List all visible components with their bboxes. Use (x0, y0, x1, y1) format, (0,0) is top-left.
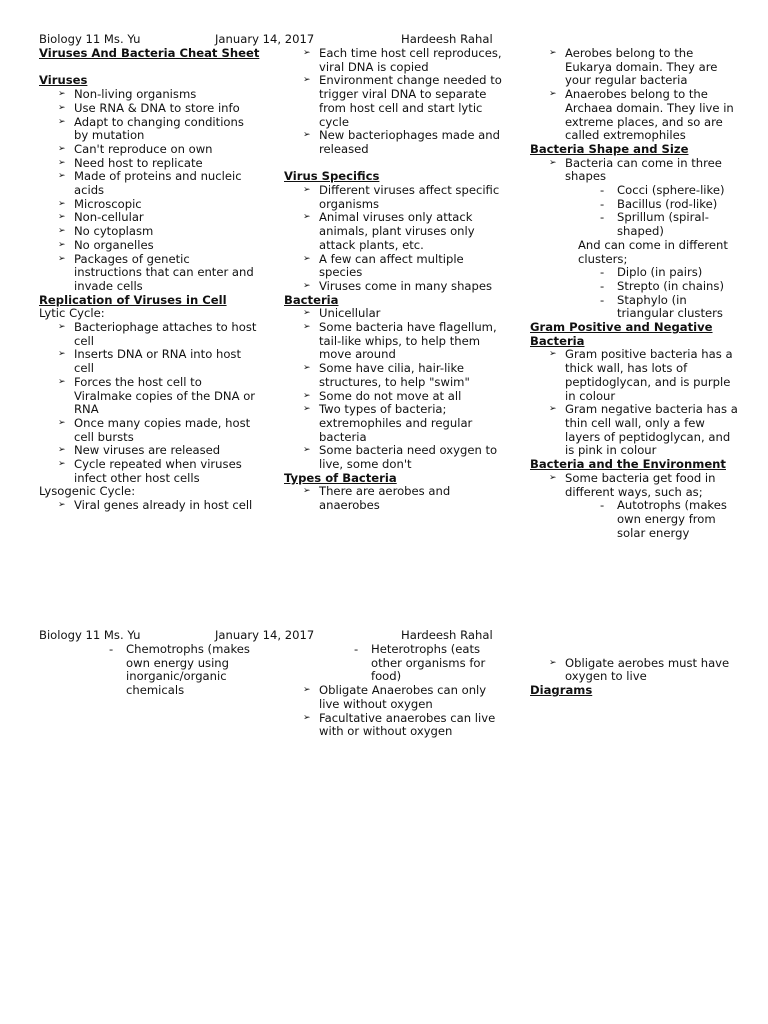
lytic-cycle-list (39, 321, 261, 485)
list-item: ➢ Gram positive bacteria has a thick wall, has lots of peptidoglycan, and is purple in colour (530, 348, 742, 403)
virus-specifics-list (284, 184, 504, 294)
list-item: ➢ Non-cellular (39, 211, 261, 225)
list-item: ➢ Some do not move at all (284, 390, 504, 404)
list-item: ➢ Bacteriophage attaches to host cell (39, 321, 261, 348)
virus-specifics-heading: Virus Specifics (284, 169, 380, 184)
lysogenic-cycle-list (39, 499, 261, 513)
gram-list (530, 348, 742, 458)
cluster-sublist (530, 266, 742, 321)
list-item: ➢ Cycle repeated when viruses infect other host cells (39, 458, 261, 485)
shape-list (530, 157, 742, 184)
list-item: ➢ Bacteria can come in three shapes (530, 157, 742, 184)
anaerobes-list (284, 684, 504, 739)
list-item: ➢ Some bacteria get food in different ways, such as; (530, 472, 742, 499)
list-item: ➢ Viral genes already in host cell (39, 499, 261, 513)
list-item: ➢ Microscopic (39, 198, 261, 212)
types-of-bacteria-list (284, 485, 504, 512)
shape-sublist (530, 184, 742, 239)
header-course: Biology 11 Ms. Yu (39, 32, 141, 46)
diagrams-heading: Diagrams (530, 683, 593, 698)
list-item: - Sprillum (spiral-shaped) (530, 211, 742, 238)
list-item: ➢ Anaerobes belong to the Archaea domain. They live in extreme places, and so are called extremophiles (530, 88, 742, 143)
column-3-p2 (530, 643, 742, 698)
list-item: ➢ There are aerobes and anaerobes (284, 485, 504, 512)
list-item: - Cocci (sphere-like) (530, 184, 742, 198)
bacteria-list (284, 307, 504, 471)
list-item: ➢ New viruses are released (39, 444, 261, 458)
chemotrophs-sublist (39, 643, 261, 698)
list-item: ➢ Each time host cell reproduces, viral DNA is copied (284, 47, 504, 74)
list-item: ➢ Forces the host cell to Viralmake copies of the DNA or RNA (39, 376, 261, 417)
list-item: ➢ Environment change needed to trigger viral DNA to separate from host cell and start lytic cycle (284, 74, 504, 129)
replication-heading: Replication of Viruses in Cell (39, 292, 227, 307)
list-item: ➢ No organelles (39, 239, 261, 253)
list-item: ➢ Need host to replicate (39, 157, 261, 171)
viruses-list (39, 88, 261, 294)
lytic-cycle-label: Lytic Cycle: (39, 306, 105, 321)
list-item: ➢ Different viruses affect specific organisms (284, 184, 504, 211)
list-item: - Autotrophs (makes own energy from solar energy (530, 499, 742, 540)
list-item: ➢ New bacteriophages made and released (284, 129, 504, 156)
list-item: ➢ Adapt to changing conditions by mutation (39, 116, 261, 143)
column-2 (284, 47, 504, 513)
list-item: - Chemotrophs (makes own energy using inorganic/organic chemicals (39, 643, 261, 698)
column-2-p2 (284, 643, 504, 739)
list-item: - Diplo (in pairs) (530, 266, 742, 280)
list-item: ➢ Can't reproduce on own (39, 143, 261, 157)
list-item: - Bacillus (rod-like) (530, 198, 742, 212)
list-item: ➢ Made of proteins and nucleic acids (39, 170, 261, 197)
list-item: ➢ Use RNA & DNA to store info (39, 102, 261, 116)
list-item: ➢ Facultative anaerobes can live with or without oxygen (284, 712, 504, 739)
list-item: - Heterotrophs (eats other organisms for food) (284, 643, 504, 684)
lysogenic-continued-list (284, 47, 504, 157)
clusters-text: And can come in different clusters; (578, 237, 728, 266)
list-item: ➢ Inserts DNA or RNA into host cell (39, 348, 261, 375)
list-item: ➢ Non-living organisms (39, 88, 261, 102)
environment-sublist (530, 499, 742, 540)
lysogenic-cycle-label: Lysogenic Cycle: (39, 484, 136, 499)
document-title: Viruses And Bacteria Cheat Sheet (39, 46, 260, 60)
list-item: ➢ A few can affect multiple species (284, 253, 504, 280)
environment-heading: Bacteria and the Environment (530, 457, 726, 472)
header-course-p2: Biology 11 Ms. Yu (39, 628, 141, 642)
list-item: ➢ Once many copies made, host cell bursts (39, 417, 261, 444)
list-item: ➢ Animal viruses only attack animals, plant viruses only attack plants, etc. (284, 211, 504, 252)
obligate-aerobes-list (530, 657, 742, 684)
list-item: ➢ Some have cilia, hair-like structures, to help "swim" (284, 362, 504, 389)
heterotrophs-sublist (284, 643, 504, 684)
gram-heading: Gram Positive and Negative Bacteria (530, 320, 713, 348)
column-1 (39, 47, 261, 513)
header-author: Hardeesh Rahal (401, 32, 493, 46)
list-item: ➢ Some bacteria need oxygen to live, some don't (284, 444, 504, 471)
bacteria-heading: Bacteria (284, 292, 339, 307)
list-item: ➢ Unicellular (284, 307, 504, 321)
header-date: January 14, 2017 (215, 32, 315, 46)
types-of-bacteria-heading: Types of Bacteria (284, 470, 397, 485)
header-author-p2: Hardeesh Rahal (401, 628, 493, 642)
list-item: ➢ Viruses come in many shapes (284, 280, 504, 294)
list-item: ➢ Two types of bacteria; extremophiles and regular bacteria (284, 403, 504, 444)
viruses-heading: Viruses (39, 73, 88, 88)
list-item: ➢ Aerobes belong to the Eukarya domain. They are your regular bacteria (530, 47, 742, 88)
column-1-p2 (39, 643, 261, 698)
bacteria-domains-list (530, 47, 742, 143)
list-item: ➢ Some bacteria have flagellum, tail-like whips, to help them move around (284, 321, 504, 362)
list-item: - Staphylo (in triangular clusters (530, 294, 742, 321)
list-item: ➢ Obligate aerobes must have oxygen to live (530, 657, 742, 684)
list-item: ➢ Packages of genetic instructions that can enter and invade cells (39, 253, 261, 294)
header-date-p2: January 14, 2017 (215, 628, 315, 642)
column-3 (530, 47, 742, 540)
shape-size-heading: Bacteria Shape and Size (530, 141, 689, 156)
list-item: ➢ No cytoplasm (39, 225, 261, 239)
list-item: - Strepto (in chains) (530, 280, 742, 294)
list-item: ➢ Gram negative bacteria has a thin cell wall, only a few layers of peptidoglycan, and is pink in colour (530, 403, 742, 458)
environment-list (530, 472, 742, 499)
list-item: ➢ Obligate Anaerobes can only live without oxygen (284, 684, 504, 711)
